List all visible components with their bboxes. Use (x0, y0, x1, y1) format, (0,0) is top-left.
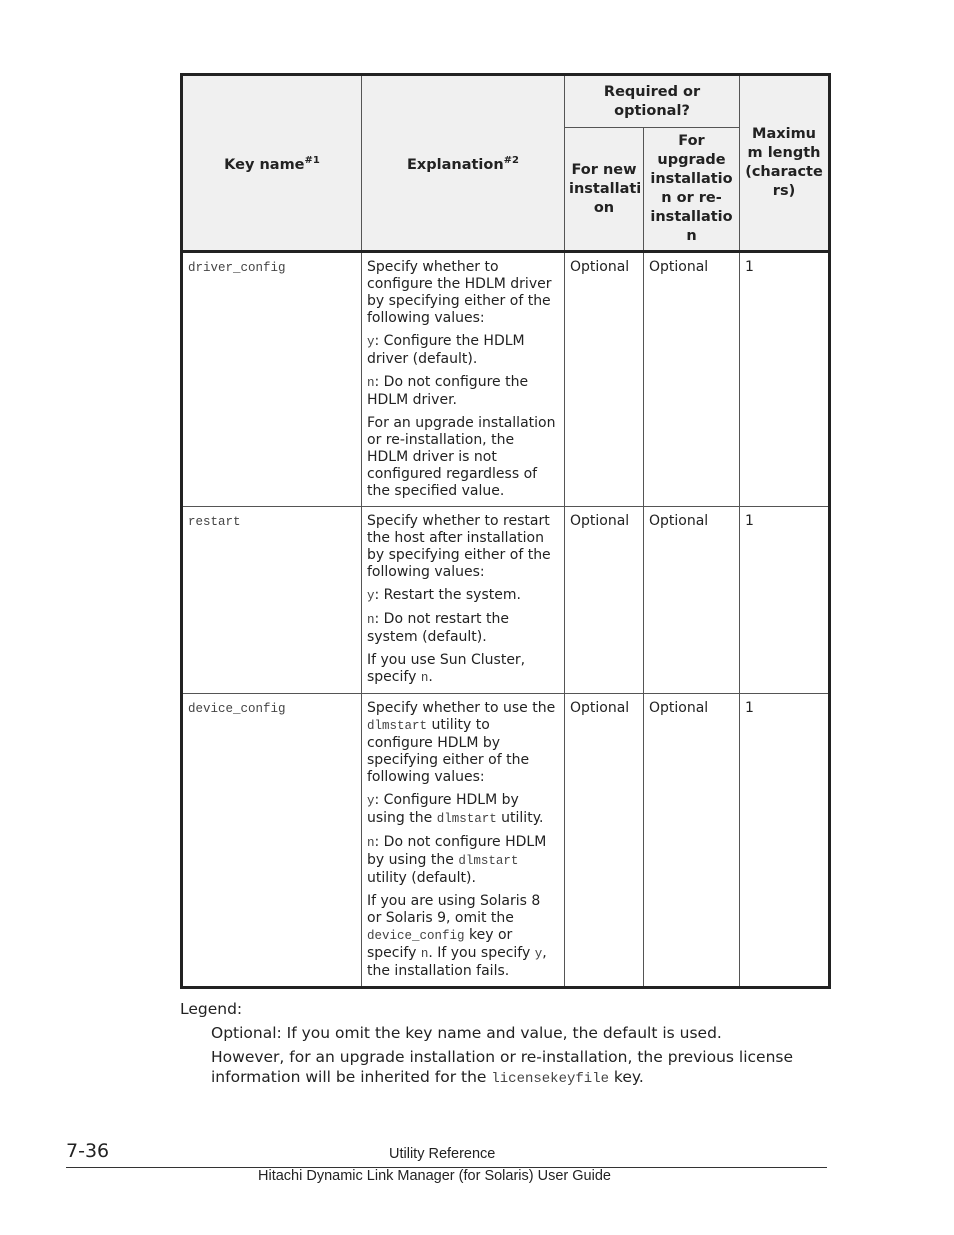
legend-title: Legend: (180, 1000, 243, 1018)
header-key-name: Key name$^{\#1}$ (182, 75, 362, 252)
key-cell: device_config (182, 694, 362, 988)
legend-item: Optional: If you omit the key name and value, the default is used. (211, 1024, 722, 1042)
table-header (182, 75, 830, 252)
upgrade-install-cell: Optional (644, 507, 740, 694)
header-explanation: Explanation$^{\#2}$ (362, 75, 565, 252)
max-length-cell: 1 (740, 252, 830, 507)
max-length-cell: 1 (740, 694, 830, 988)
max-length-cell: 1 (740, 507, 830, 694)
page-number: 7-36 (66, 1140, 110, 1162)
table-row (182, 252, 830, 507)
table-row (182, 507, 830, 694)
header-required: Required or optional? (565, 75, 740, 128)
key-cell: restart (182, 507, 362, 694)
legend-item: However, for an upgrade installation or re-installation, the previous license information will be inherited for the licensekeyfile key. (211, 1048, 794, 1087)
header-max-length: Maximu m length (characte rs) (740, 75, 830, 252)
parameters-table (180, 73, 831, 989)
legend (180, 999, 820, 1093)
footer-document-title: Hitachi Dynamic Link Manager (for Solaris) User Guide (258, 1168, 611, 1184)
table-row (182, 694, 830, 988)
footer-section-title: Utility Reference (389, 1146, 496, 1162)
new-install-cell: Optional (565, 694, 644, 988)
header-new-install: For new installati on (565, 128, 644, 252)
explanation-cell: Specify whether to restart the host after installation by specifying either of the following values: y: Restart the system. n: Do not restart the system (default). If you use Sun Cluster, specify n. (362, 507, 565, 694)
new-install-cell: Optional (565, 507, 644, 694)
explanation-cell: Specify whether to use the dlmstart utility to configure HDLM by specifying either of the following values: y: Configure HDLM by using the dlmstart utility. n: Do not configure HDLM by using the dlmstart utility (default). If you are using Solaris 8 or Solaris 9, omit the device_config key or specify n. If you specify y, the installation fails. (362, 694, 565, 988)
header-upgrade-install: For upgrade installatio n or re-installatio n (644, 128, 740, 252)
upgrade-install-cell: Optional (644, 252, 740, 507)
new-install-cell: Optional (565, 252, 644, 507)
explanation-cell: Specify whether to configure the HDLM driver by specifying either of the following values: y: Configure the HDLM driver (default). n: Do not configure the HDLM driver. For an upgrade installation or re-installation, the HDLM driver is not configured regardless of the specified value. (362, 252, 565, 507)
upgrade-install-cell: Optional (644, 694, 740, 988)
key-cell: driver_config (182, 252, 362, 507)
